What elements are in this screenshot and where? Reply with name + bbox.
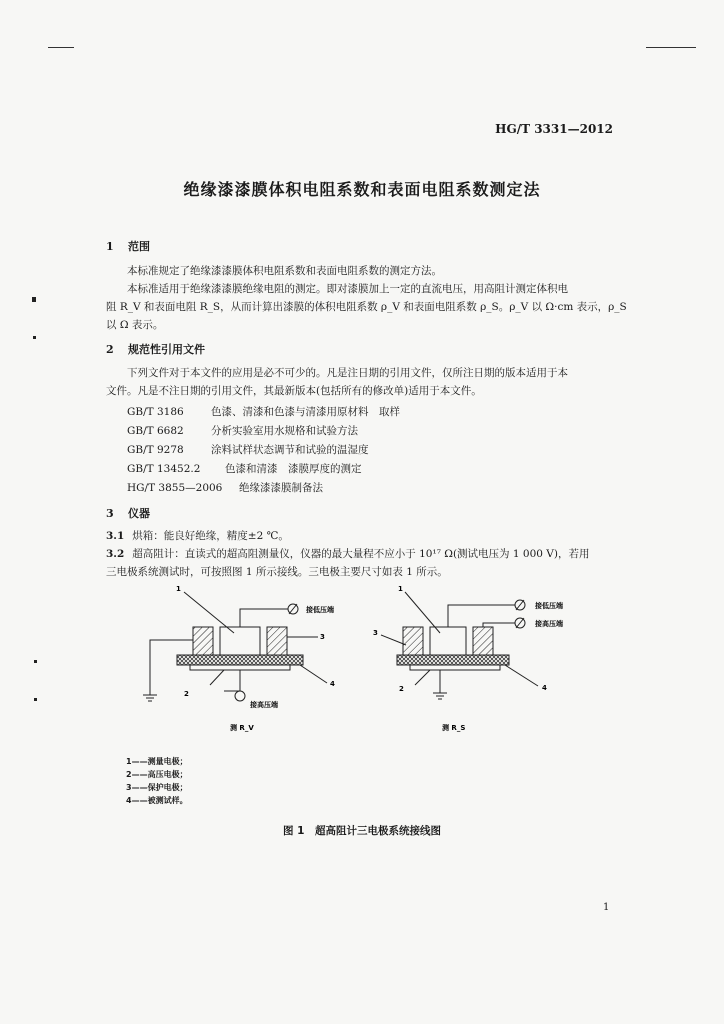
reference-item <box>127 480 323 495</box>
guard-electrode <box>473 627 493 655</box>
top-left-rule <box>48 47 74 48</box>
subcaption-rs: 测 R_S <box>442 724 466 732</box>
figure-caption: 图 1 超高阻计三电极系统接线图 <box>283 825 441 837</box>
section-title: 仪器 <box>128 507 150 520</box>
label-num-4: 4 <box>330 680 335 688</box>
clause-3-1 <box>106 527 289 545</box>
section-heading-references <box>106 341 205 357</box>
label-num-3: 3 <box>320 633 325 641</box>
label-num-2: 2 <box>184 690 189 698</box>
guard-electrode <box>193 627 213 655</box>
specimen <box>177 655 303 665</box>
section-title: 范围 <box>128 240 150 253</box>
high-voltage-electrode <box>410 665 500 670</box>
label-high-terminal: 接高压端 <box>250 701 278 709</box>
label-high-terminal: 接高压端 <box>535 620 563 628</box>
section-number: 2 <box>106 343 114 356</box>
top-right-rule <box>646 47 696 48</box>
clause-text: 超高阻计：直读式的超高阻测量仪，仪器的最大量程不应小于 10¹⁷ Ω(测试电压为 1 000 V)，若用 <box>132 548 590 560</box>
reference-item <box>127 404 400 419</box>
label-low-terminal: 接低压端 <box>306 606 334 614</box>
section-title: 规范性引用文件 <box>128 343 205 356</box>
reference-title: 绝缘漆漆膜制备法 <box>239 482 323 494</box>
figure-1-wiring-diagram <box>140 583 590 743</box>
clause-text: 烘箱：能良好绝缘，精度±2 ℃。 <box>132 530 289 542</box>
scope-paragraph-2-line-2: 阻 R_V 和表面电阻 R_S，从而计算出漆膜的体积电阻系数 ρ_V 和表面电阻系数 ρ_S。ρ_V 以 Ω·cm 表示，ρ_S <box>106 301 627 313</box>
reference-code: GB/T 13452.2 <box>127 463 201 475</box>
reference-code: GB/T 9278 <box>127 444 184 456</box>
guard-electrode <box>403 627 423 655</box>
reference-code: GB/T 3186 <box>127 406 184 418</box>
label-num-2: 2 <box>399 685 404 693</box>
document-title: 绝缘漆漆膜体积电阻系数和表面电阻系数测定法 <box>183 180 541 199</box>
reference-item <box>127 423 358 438</box>
reference-title: 色漆、清漆和色漆与清漆用原材料 取样 <box>211 406 400 418</box>
references-intro-line-2: 文件。凡是不注日期的引用文件，其最新版本(包括所有的修改单)适用于本文件。 <box>106 385 482 397</box>
high-voltage-electrode <box>190 665 290 670</box>
measuring-electrode <box>220 627 260 655</box>
subcaption-rv: 测 R_V <box>230 724 254 732</box>
figure-legend <box>126 755 188 807</box>
scope-paragraph-1: 本标准规定了绝缘漆漆膜体积电阻系数和表面电阻系数的测定方法。 <box>127 265 442 277</box>
margin-mark <box>34 660 37 663</box>
label-num-1: 1 <box>176 585 181 593</box>
section-number: 1 <box>106 240 114 253</box>
legend-item: 4——被测试样。 <box>126 796 188 805</box>
margin-mark <box>32 297 36 302</box>
section-heading-scope <box>106 238 150 254</box>
legend-item: 2——高压电极； <box>126 770 188 779</box>
label-num-4: 4 <box>542 684 547 692</box>
reference-title: 分析实验室用水规格和试验方法 <box>211 425 358 437</box>
clause-3-2-line-2: 三电极系统测试时，可按照图 1 所示接线。三电极主要尺寸如表 1 所示。 <box>106 566 448 578</box>
reference-title: 色漆和清漆 漆膜厚度的测定 <box>225 463 362 475</box>
label-low-terminal: 接低压端 <box>535 602 563 610</box>
reference-item <box>127 442 369 457</box>
reference-code: GB/T 6682 <box>127 425 184 437</box>
legend-item: 3——保护电极； <box>126 783 188 792</box>
specimen <box>397 655 509 665</box>
section-heading-instruments <box>106 505 150 521</box>
page-number: 1 <box>603 902 610 913</box>
margin-mark <box>33 336 36 339</box>
margin-mark <box>34 698 37 701</box>
clause-3-2 <box>106 545 589 563</box>
scope-paragraph-2-line-1: 本标准适用于绝缘漆漆膜绝缘电阻的测定。即对漆膜加上一定的直流电压，用高阻计测定体积电 <box>127 283 568 295</box>
label-num-3: 3 <box>373 629 378 637</box>
reference-item <box>127 461 362 476</box>
section-number: 3 <box>106 507 114 520</box>
references-intro-line-1: 下列文件对于本文件的应用是必不可少的。凡是注日期的引用文件，仅所注日期的版本适用于本 <box>127 367 568 379</box>
scope-paragraph-2-line-3: 以 Ω 表示。 <box>106 319 164 331</box>
diagram-rv <box>143 592 327 701</box>
legend-item: 1——测量电极； <box>126 757 188 766</box>
clause-number: 3.1 <box>106 530 125 542</box>
diagram-rs <box>381 592 538 699</box>
reference-code: HG/T 3855—2006 <box>127 482 223 494</box>
terminal-high <box>235 691 245 701</box>
guard-electrode <box>267 627 287 655</box>
label-num-1: 1 <box>398 585 403 593</box>
standard-code: HG/T 3331—2012 <box>495 122 613 136</box>
clause-number: 3.2 <box>106 548 125 560</box>
measuring-electrode <box>430 627 466 655</box>
reference-title: 涂料试样状态调节和试验的温湿度 <box>211 444 369 456</box>
